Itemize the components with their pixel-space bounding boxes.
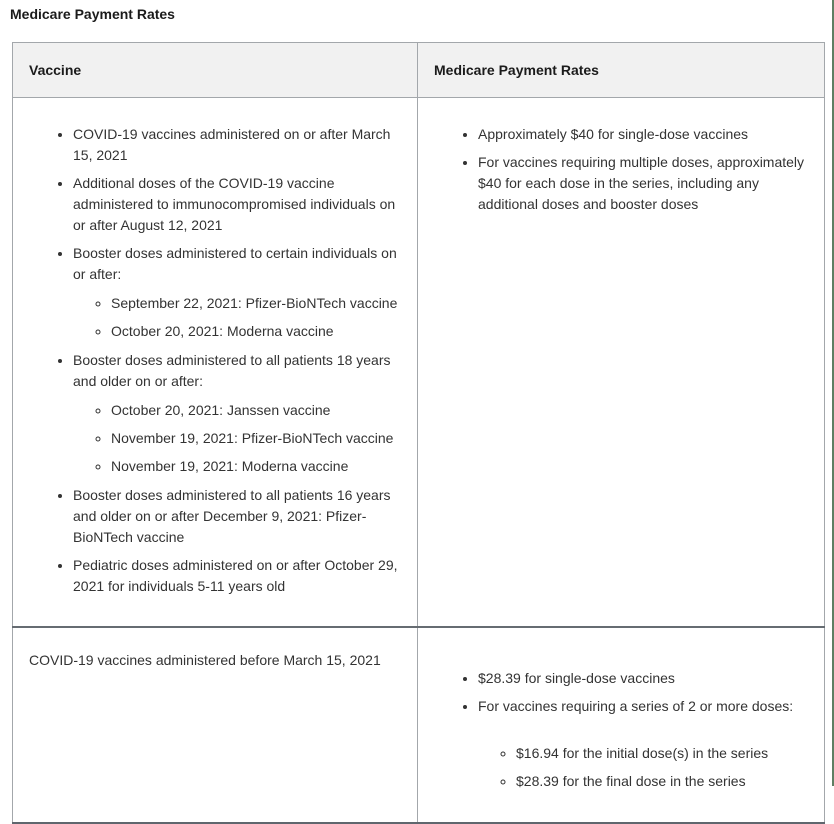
sub-list-item: ◦ September 22, 2021: Pfizer-BioNTech vaccine <box>111 293 401 314</box>
list-item: • $28.39 for single-dose vaccines <box>478 668 808 689</box>
column-header-medicare-payment-rates: Medicare Payment Rates <box>418 43 825 98</box>
list-item: • COVID-19 vaccines administered on or after March 15, 2021 <box>73 124 401 166</box>
table-row <box>13 98 825 628</box>
rates-list <box>434 668 808 792</box>
sub-list-item: ◦ $16.94 for the initial dose(s) in the series <box>516 743 808 764</box>
sub-list-item: ◦ October 20, 2021: Moderna vaccine <box>111 321 401 342</box>
table-header-row <box>13 43 825 98</box>
sub-list-item: ◦ $28.39 for the final dose in the series <box>516 771 808 792</box>
list-item: • Approximately $40 for single-dose vaccines <box>478 124 808 145</box>
sub-list-item: ◦ November 19, 2021: Pfizer-BioNTech vaccine <box>111 428 401 449</box>
list-item: • For vaccines requiring multiple doses, approximately $40 for each dose in the series, including any additional doses and booster doses <box>478 152 808 215</box>
medicare-payment-rates-table <box>12 42 825 824</box>
sub-list-item: ◦ November 19, 2021: Moderna vaccine <box>111 456 401 477</box>
list-item: • Booster doses administered to all patients 18 years and older on or after: ◦ October 20, 2021: Janssen vaccine ◦ November 19, 2021: Pfizer-BioNTech vaccine ◦ November 19, 2021: Moderna vaccine <box>73 350 401 477</box>
list-item: • Booster doses administered to all patients 16 years and older on or after December 9, 2021: Pfizer-BioNTech vaccine <box>73 485 401 548</box>
page-title: Medicare Payment Rates <box>10 6 175 22</box>
vaccine-cell-on-or-after <box>13 98 418 628</box>
sub-list <box>73 400 401 477</box>
rates-list <box>434 124 808 215</box>
vaccine-text: COVID-19 vaccines administered before March 15, 2021 <box>29 652 381 668</box>
sub-list-item: ◦ October 20, 2021: Janssen vaccine <box>111 400 401 421</box>
column-header-vaccine: Vaccine <box>13 43 418 98</box>
sub-list <box>478 743 808 792</box>
list-item: • For vaccines requiring a series of 2 or more doses: ◦ $16.94 for the initial dose(s) in the series ◦ $28.39 for the final dose in the series <box>478 696 808 792</box>
list-item: • Additional doses of the COVID-19 vaccine administered to immunocompromised individuals on or after August 12, 2021 <box>73 173 401 236</box>
list-item: • Pediatric doses administered on or after October 29, 2021 for individuals 5-11 years old <box>73 555 401 597</box>
table-row <box>13 627 825 823</box>
list-item: • Booster doses administered to certain individuals on or after: ◦ September 22, 2021: Pfizer-BioNTech vaccine ◦ October 20, 2021: Moderna vaccine <box>73 243 401 342</box>
vaccine-list <box>29 124 401 597</box>
vaccine-cell-before <box>13 627 418 823</box>
sub-list <box>73 293 401 342</box>
rates-cell-before <box>418 627 825 823</box>
rates-cell-on-or-after <box>418 98 825 628</box>
